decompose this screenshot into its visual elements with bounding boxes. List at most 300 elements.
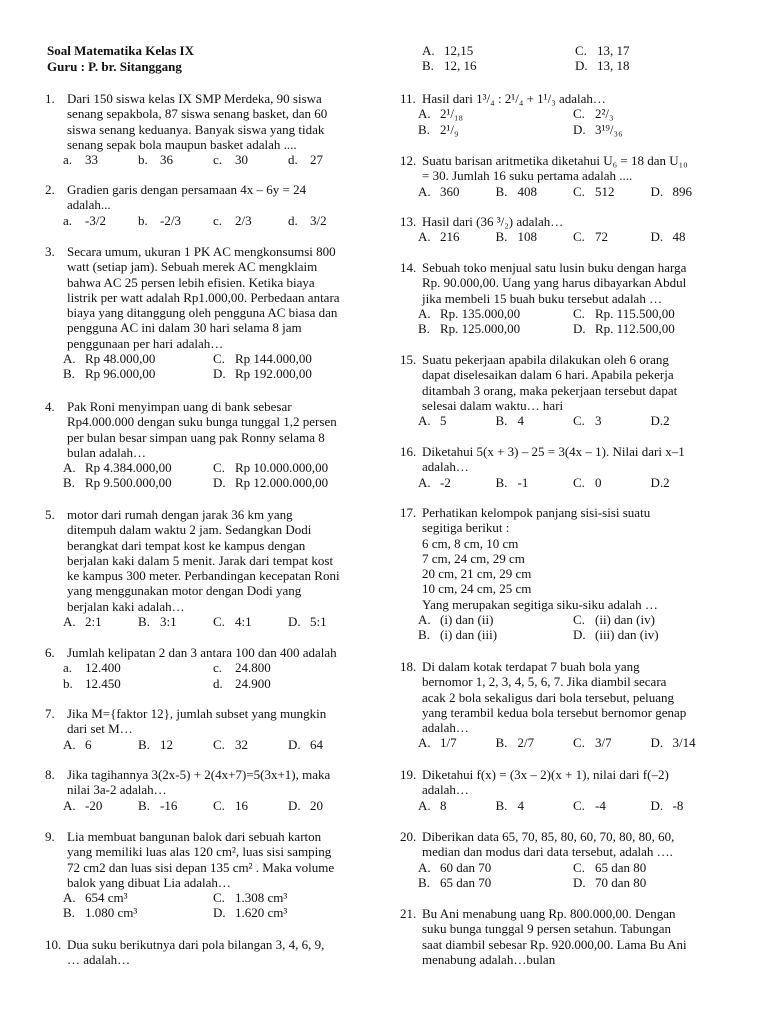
answer-option[interactable] — [496, 184, 574, 199]
question-line: listrik per watt adalah Rp1.000,00. Perbedaan antara — [67, 289, 340, 305]
answer-option[interactable] — [422, 58, 575, 73]
question-text — [400, 91, 728, 106]
option-value: 6 — [85, 736, 92, 752]
question-number: 16. — [400, 444, 417, 459]
question-line: pengguna AC ini dalam 30 hari selama 8 jam — [67, 320, 302, 336]
option-letter: D. — [288, 736, 301, 752]
option-letter: D. — [650, 797, 664, 813]
answer-option[interactable] — [418, 798, 496, 813]
answer-option[interactable] — [63, 213, 138, 228]
answer-options — [400, 413, 728, 428]
option-letter: C. — [573, 413, 585, 429]
option-value: 65 dan 70 — [440, 874, 492, 890]
option-value: 2²/₃ — [595, 106, 614, 122]
answer-option[interactable] — [496, 413, 574, 428]
option-letter: D. — [213, 905, 226, 921]
option-value: 20 — [310, 797, 323, 813]
option-value: 2¹/₉ — [440, 121, 459, 137]
answer-option[interactable] — [418, 106, 573, 121]
option-value: 4 — [517, 797, 524, 813]
question-number: 21. — [400, 906, 417, 921]
question-body — [422, 829, 728, 860]
question-line: … adalah… — [67, 952, 131, 968]
answer-option[interactable] — [418, 735, 496, 750]
option-value: 654 cm³ — [85, 890, 128, 906]
option-value: 512 — [595, 183, 615, 199]
answer-option[interactable] — [63, 475, 213, 490]
question-item — [400, 906, 728, 967]
option-value: 896 — [672, 183, 692, 199]
option-value: Rp 12.000.000,00 — [235, 475, 329, 491]
option-value: 5 — [440, 413, 447, 429]
option-value: 1.620 cm³ — [235, 905, 288, 921]
answer-options — [400, 798, 728, 813]
question-number: 14. — [400, 260, 417, 275]
answer-option[interactable] — [213, 737, 288, 752]
question-item — [45, 645, 363, 691]
answer-options — [45, 213, 363, 228]
option-letter: C. — [213, 351, 225, 367]
answer-option[interactable] — [213, 366, 363, 381]
question-line: median dan modus dari data tersebut, adalah …. — [422, 844, 673, 860]
answer-option[interactable] — [651, 413, 729, 428]
question-line: adalah… — [422, 782, 469, 798]
answer-option[interactable] — [213, 660, 363, 675]
question-line: Diketahui f(x) = (3x – 2)(x + 1), nilai dari f(–2) — [422, 767, 669, 782]
option-value: 4:1 — [235, 614, 252, 630]
answer-option[interactable] — [213, 890, 363, 905]
answer-option[interactable] — [63, 351, 213, 366]
answer-option[interactable] — [573, 627, 728, 642]
answer-option[interactable] — [573, 875, 728, 890]
question-line: bahwa AC 25 persen lebih efisien. Ketika biaya — [67, 274, 315, 290]
option-letter: c. — [213, 660, 223, 676]
question-line: Secara umum, ukuran 1 PK AC mengkonsumsi 800 — [67, 244, 336, 259]
question-item — [45, 244, 363, 382]
answer-option[interactable] — [63, 676, 213, 691]
question-body — [422, 505, 728, 612]
option-letter: A. — [418, 474, 431, 490]
option-letter: B. — [495, 735, 508, 751]
option-letter: b. — [63, 675, 73, 691]
question-line: Pak Roni menyimpan uang di bank sebesar — [67, 399, 292, 414]
option-letter: D. — [573, 321, 586, 337]
question-number: 12. — [400, 153, 417, 168]
question-body — [422, 260, 728, 306]
answer-option[interactable] — [138, 614, 213, 629]
answer-option[interactable] — [288, 737, 363, 752]
answer-option[interactable] — [138, 152, 213, 167]
option-value: 48 — [672, 229, 686, 245]
question-item — [45, 706, 363, 752]
answer-option[interactable] — [418, 627, 573, 642]
question-line: Di dalam kotak terdapat 7 buah bola yang — [422, 659, 640, 674]
option-letter: B. — [63, 905, 75, 921]
option-value: 108 — [517, 229, 537, 245]
answer-option[interactable] — [288, 614, 363, 629]
answer-options — [45, 460, 363, 491]
answer-options — [400, 306, 728, 337]
option-value: 1.308 cm³ — [235, 890, 288, 906]
question-line: Perhatikan kelompok panjang sisi-sisi suatu — [422, 505, 651, 520]
answer-option[interactable] — [496, 735, 574, 750]
answer-option[interactable] — [418, 184, 496, 199]
option-value: Rp 9.500.000,00 — [85, 475, 172, 491]
question-line: adalah… — [422, 459, 469, 475]
question-text — [45, 244, 363, 351]
question-line: yang menggunakan motor dengan Dodi yang — [67, 583, 302, 599]
option-letter: A. — [418, 735, 431, 751]
question-line: dapat diselesaikan dalam 6 hari. Apabila pekerja — [422, 367, 674, 383]
answer-option[interactable] — [418, 860, 573, 875]
answer-option[interactable] — [651, 229, 729, 244]
option-letter: B. — [418, 321, 430, 337]
question-line: Gradien garis dengan persamaan 4x – 6y = 24 — [67, 182, 307, 197]
option-value: 12.400 — [85, 660, 121, 676]
question-text — [45, 829, 363, 890]
question-item — [400, 505, 728, 643]
question-line: penggunaan per hari adalah… — [67, 335, 224, 351]
answer-option[interactable] — [573, 798, 651, 813]
question-number: 3. — [45, 244, 55, 259]
question-text — [45, 399, 363, 460]
option-value: 33 — [85, 152, 98, 168]
answer-option[interactable] — [213, 152, 288, 167]
option-letter: d. — [288, 212, 298, 228]
question-text — [45, 645, 363, 660]
option-letter: B. — [495, 229, 508, 245]
answer-option[interactable] — [418, 306, 573, 321]
question-line: Rp. 90.000,00. Uang yang harus dibayarkan Abdul — [422, 275, 687, 291]
answer-options — [45, 660, 363, 691]
answer-option[interactable] — [496, 475, 574, 490]
question-line: senang sepakbola, 87 siswa senang basket, dan 60 — [67, 106, 328, 122]
question-text — [45, 91, 363, 152]
answer-options — [45, 351, 363, 382]
option-value: 4 — [517, 413, 524, 429]
question-line: acak 2 bola sekaligus dari bola tersebut, peluang — [422, 689, 674, 705]
question-line: Suatu barisan aritmetika diketahui U₆ = 18 dan U₁₀ — [422, 153, 688, 168]
answer-option[interactable] — [63, 614, 138, 629]
option-value: Rp 4.384.000,00 — [85, 460, 172, 476]
option-letter: A. — [422, 43, 435, 58]
answer-option[interactable] — [213, 213, 288, 228]
answer-option[interactable] — [213, 676, 363, 691]
answer-option[interactable] — [496, 229, 574, 244]
option-value: (ii) dan (iv) — [595, 612, 655, 628]
option-value: -16 — [160, 797, 178, 813]
question-line: bernomor 1, 2, 3, 4, 5, 6, 7. Jika diambil secara — [422, 674, 667, 690]
question-line: per bulan besar simpan uang pak Ronny selama 8 — [67, 429, 325, 445]
question-line: = 30. Jumlah 16 suku pertama adalah .... — [422, 168, 633, 184]
question-body — [422, 767, 728, 798]
answer-option[interactable] — [575, 43, 728, 58]
option-letter: A. — [418, 413, 431, 429]
option-value: 32 — [235, 736, 248, 752]
option-letter: A. — [418, 859, 431, 875]
answer-option[interactable] — [573, 413, 651, 428]
option-letter: D.2 — [650, 474, 670, 490]
question-line: 6 cm, 8 cm, 10 cm — [422, 535, 519, 551]
option-letter: C. — [573, 106, 585, 122]
option-value: 3/2 — [310, 212, 327, 228]
answer-option[interactable] — [418, 122, 573, 137]
teacher-name: Guru : P. br. Sitanggang — [47, 58, 182, 74]
option-value: Rp 144.000,00 — [235, 351, 312, 367]
question-text — [400, 352, 728, 413]
option-value: Rp. 125.000,00 — [440, 321, 521, 337]
document-title: Soal Matematika Kelas IX — [47, 43, 194, 58]
question-line: biaya yang ditanggung oleh pengguna AC biasa dan — [67, 305, 338, 321]
question-line: 7 cm, 24 cm, 29 cm — [422, 550, 525, 566]
option-value: -2 — [440, 474, 451, 490]
option-letter: B. — [418, 121, 430, 137]
question-body — [67, 767, 363, 798]
question-line: adalah... — [67, 197, 111, 213]
answer-option[interactable] — [418, 475, 496, 490]
question-item — [45, 182, 363, 228]
question-body — [422, 91, 728, 106]
question-text — [400, 153, 728, 184]
answer-option[interactable] — [573, 612, 728, 627]
option-letter: B. — [63, 366, 75, 382]
answer-option[interactable] — [63, 460, 213, 475]
question-text — [400, 214, 728, 229]
question-text — [400, 659, 728, 735]
question-text — [400, 829, 728, 860]
question-line: berangkat dari tempat kost ke kampus dengan — [67, 537, 306, 553]
answer-option[interactable] — [573, 475, 651, 490]
question-number: 5. — [45, 507, 55, 522]
question-body — [422, 352, 728, 413]
answer-option[interactable] — [573, 860, 728, 875]
answer-option[interactable] — [651, 475, 729, 490]
answer-option[interactable] — [138, 798, 213, 813]
option-value: 13, 18 — [597, 58, 630, 74]
answer-option[interactable] — [213, 351, 363, 366]
option-value: 60 dan 70 — [440, 859, 492, 875]
option-letter: D. — [573, 627, 586, 643]
answer-option[interactable] — [418, 229, 496, 244]
question-line: dari set M… — [67, 721, 133, 737]
question-line: yang memiliki luas alas 120 cm², luas sisi samping — [67, 844, 332, 860]
answer-option[interactable] — [213, 905, 363, 920]
question-number: 17. — [400, 505, 417, 520]
answer-option[interactable] — [651, 735, 729, 750]
question-line: suku bunga tunggal 9 persen setahun. Tabungan — [422, 921, 672, 937]
option-letter: C. — [213, 890, 225, 906]
question-body — [422, 153, 728, 184]
question-item — [400, 767, 728, 813]
answer-option[interactable] — [418, 413, 496, 428]
question-line: balok yang dibuat Lia adalah… — [67, 874, 231, 890]
question-body — [67, 399, 363, 460]
option-value: 1.080 cm³ — [85, 905, 138, 921]
question-line: Dari 150 siswa kelas IX SMP Merdeka, 90 siswa — [67, 91, 322, 106]
option-letter: C. — [213, 614, 225, 630]
question-number: 20. — [400, 829, 417, 844]
option-letter: A. — [418, 106, 431, 122]
option-letter: C. — [573, 183, 585, 199]
question-number: 1. — [45, 91, 55, 106]
option-letter: A. — [63, 460, 76, 476]
question-item — [400, 659, 728, 751]
question-number: 2. — [45, 182, 55, 197]
answer-option[interactable] — [63, 660, 213, 675]
answer-option[interactable] — [575, 58, 728, 73]
option-letter: a. — [63, 152, 73, 168]
option-letter: C. — [573, 859, 585, 875]
answer-option[interactable] — [418, 875, 573, 890]
question-text — [400, 767, 728, 798]
option-letter: D. — [213, 475, 226, 491]
answer-option[interactable] — [138, 213, 213, 228]
question-number: 8. — [45, 767, 55, 782]
question-text — [400, 444, 728, 475]
answer-option[interactable] — [573, 106, 728, 121]
question-line: yang terambil kedua bola tersebut bernomor genap — [422, 704, 687, 720]
option-value: 8 — [440, 797, 447, 813]
page-header — [47, 43, 194, 74]
option-value: -1 — [517, 474, 529, 490]
answer-options — [45, 737, 363, 752]
option-letter: B. — [495, 797, 508, 813]
question-text — [400, 260, 728, 306]
question-line: motor dari rumah dengan jarak 36 km yang — [67, 507, 293, 522]
option-value: Rp 10.000.000,00 — [235, 460, 329, 476]
answer-option[interactable] — [418, 321, 573, 336]
answer-option[interactable] — [573, 735, 651, 750]
option-letter: A. — [63, 797, 76, 813]
answer-option[interactable] — [496, 798, 574, 813]
question-number: 4. — [45, 399, 55, 414]
question-line: Dua suku berikutnya dari pola bilangan 3, 4, 6, 9, — [67, 937, 325, 952]
answer-option[interactable] — [63, 890, 213, 905]
option-value: -3/2 — [85, 212, 106, 228]
question-item — [400, 91, 728, 137]
option-letter: B. — [495, 474, 508, 490]
question-number: 7. — [45, 706, 55, 721]
option-value: 65 dan 80 — [595, 859, 647, 875]
question-number: 19. — [400, 767, 417, 782]
option-value: Rp 48.000,00 — [85, 351, 156, 367]
answer-option[interactable] — [213, 798, 288, 813]
question-number: 18. — [400, 659, 417, 674]
question-body — [67, 645, 363, 660]
option-value: 408 — [517, 183, 537, 199]
question-line: menabung adalah…bulan — [422, 951, 556, 967]
question-item — [45, 91, 363, 167]
option-letter: A. — [418, 612, 431, 628]
question-text — [400, 505, 728, 612]
option-value: 27 — [310, 152, 323, 168]
option-value: 3 — [595, 413, 602, 429]
answer-option[interactable] — [422, 43, 575, 58]
option-letter: B. — [422, 58, 434, 74]
answer-options — [400, 475, 728, 490]
question-line: bulan adalah… — [67, 444, 147, 460]
answer-option[interactable] — [573, 321, 728, 336]
answer-option[interactable] — [213, 460, 363, 475]
answer-option[interactable] — [288, 152, 363, 167]
question-text — [45, 937, 363, 968]
answer-option[interactable] — [213, 475, 363, 490]
option-letter: C. — [573, 797, 585, 813]
answer-option[interactable] — [651, 798, 729, 813]
option-letter: D. — [650, 229, 664, 245]
answer-option[interactable] — [573, 306, 728, 321]
option-letter: B. — [418, 874, 430, 890]
option-letter: a. — [63, 212, 73, 228]
answer-options — [400, 860, 728, 891]
question-item — [45, 829, 363, 921]
option-value: 3/14 — [672, 735, 696, 751]
answer-option[interactable] — [651, 184, 729, 199]
answer-option[interactable] — [63, 798, 138, 813]
question-number: 9. — [45, 829, 55, 844]
option-letter: B. — [138, 614, 150, 630]
answer-option[interactable] — [63, 737, 138, 752]
option-letter: C. — [213, 460, 225, 476]
option-letter: d. — [288, 152, 298, 168]
question-line: selesai dalam waktu… hari — [422, 397, 564, 413]
answer-option[interactable] — [63, 905, 213, 920]
answer-option[interactable] — [573, 122, 728, 137]
option-value: 24.800 — [235, 660, 271, 676]
option-letter: c. — [213, 152, 223, 168]
option-value: 12,15 — [444, 43, 474, 58]
option-letter: A. — [418, 305, 431, 321]
answer-option[interactable] — [418, 612, 573, 627]
question-line: Jika tagihannya 3(2x-5) + 2(4x+7)=5(3x+1), maka — [67, 767, 331, 782]
answer-option[interactable] — [63, 366, 213, 381]
question-item — [45, 937, 363, 968]
option-value: (i) dan (iii) — [440, 627, 498, 643]
option-value: (i) dan (ii) — [440, 612, 494, 628]
option-letter: B. — [495, 183, 508, 199]
option-letter: A. — [63, 614, 76, 630]
option-letter: C. — [573, 474, 585, 490]
question-line: jika membeli 15 buah buku tersebut adalah … — [422, 290, 663, 306]
option-value: 0 — [595, 474, 602, 490]
answer-option[interactable] — [573, 184, 651, 199]
question-line: 10 cm, 24 cm, 25 cm — [422, 581, 532, 597]
question-text — [400, 906, 728, 967]
option-value: -2/3 — [160, 212, 181, 228]
option-letter: b. — [138, 152, 148, 168]
question-line: Rp4.000.000 dengan suku bunga tunggal 1,2 persen — [67, 414, 337, 430]
answer-option[interactable] — [63, 152, 138, 167]
question-item — [400, 260, 728, 336]
answer-option[interactable] — [288, 798, 363, 813]
option-letter: A. — [63, 890, 76, 906]
question-item — [400, 43, 728, 74]
answer-options — [45, 152, 363, 167]
option-value: 16 — [235, 797, 248, 813]
option-letter: B. — [418, 627, 430, 643]
question-line: ke kampus 300 meter. Perbandingan kecepatan Roni — [67, 568, 340, 584]
option-letter: A. — [63, 736, 76, 752]
answer-option[interactable] — [573, 229, 651, 244]
question-body — [422, 214, 728, 229]
option-value: (iii) dan (iv) — [595, 627, 659, 643]
option-letter: A. — [63, 351, 76, 367]
answer-option[interactable] — [213, 614, 288, 629]
answer-option[interactable] — [288, 213, 363, 228]
answer-option[interactable] — [138, 737, 213, 752]
question-line: ditambah 3 orang, maka pekerjaan tersebut dapat — [422, 382, 678, 398]
option-value: Rp. 112.500,00 — [595, 321, 675, 337]
